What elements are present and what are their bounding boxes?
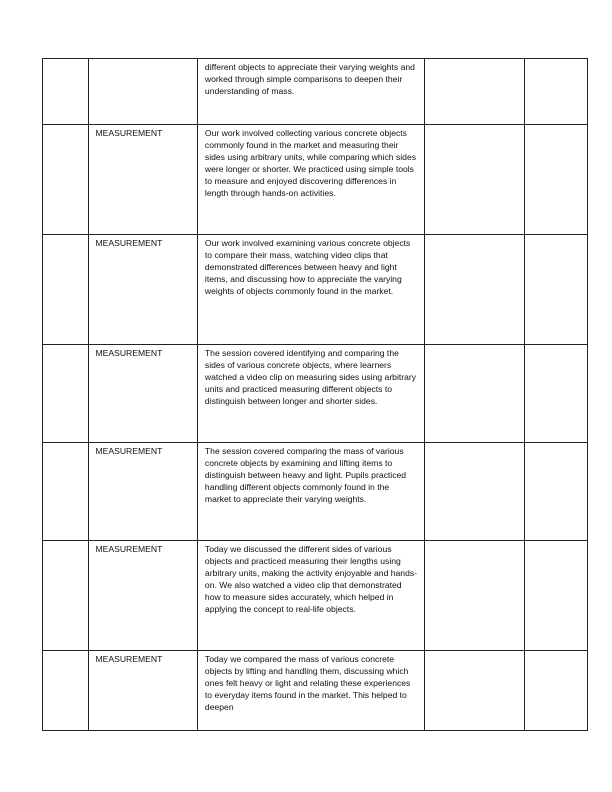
empty-cell-fourth	[425, 59, 525, 125]
empty-cell-fifth	[525, 541, 588, 651]
subject-cell: MEASUREMENT	[88, 235, 197, 345]
empty-cell-fourth	[425, 651, 525, 731]
empty-cell-fourth	[425, 443, 525, 541]
empty-cell-first	[43, 59, 89, 125]
empty-cell-first	[43, 651, 89, 731]
empty-cell-first	[43, 345, 89, 443]
empty-cell-fifth	[525, 443, 588, 541]
lesson-text-cell: different objects to appreciate their varying weights and worked through simple comparisons to deepen their understanding of mass.	[197, 59, 425, 125]
table-row	[43, 59, 588, 125]
subject-cell: MEASUREMENT	[88, 541, 197, 651]
lesson-notes-table	[42, 58, 588, 731]
empty-cell-fifth	[525, 651, 588, 731]
subject-cell: MEASUREMENT	[88, 651, 197, 731]
empty-cell-fifth	[525, 59, 588, 125]
table-row	[43, 235, 588, 345]
table-row	[43, 125, 588, 235]
lesson-text-cell: Today we compared the mass of various concrete objects by lifting and handling them, discussing which ones felt heavy or light and relating these experiences to everyday items found in the market. This helped to deepen	[197, 651, 425, 731]
table-row	[43, 541, 588, 651]
empty-cell-fourth	[425, 541, 525, 651]
empty-cell-fifth	[525, 235, 588, 345]
table-row	[43, 443, 588, 541]
empty-cell-fourth	[425, 235, 525, 345]
table-row	[43, 651, 588, 731]
empty-cell-first	[43, 235, 89, 345]
table-row	[43, 345, 588, 443]
empty-cell-fourth	[425, 345, 525, 443]
subject-cell: MEASUREMENT	[88, 443, 197, 541]
lesson-text-cell: Today we discussed the different sides of various objects and practiced measuring their lengths using arbitrary units, making the activity enjoyable and hands-on. We also watched a video clip that demonstrated how to measure sides accurately, which helped in applying the concept to real-life objects.	[197, 541, 425, 651]
empty-cell-fifth	[525, 125, 588, 235]
empty-cell-fifth	[525, 345, 588, 443]
table-body	[43, 59, 588, 731]
subject-cell	[88, 59, 197, 125]
empty-cell-first	[43, 541, 89, 651]
lesson-text-cell: Our work involved collecting various concrete objects commonly found in the market and measuring their sides using arbitrary units, while comparing which sides were longer or shorter. We practiced using simple tools to measure and enjoyed discovering differences in length through hands-on activities.	[197, 125, 425, 235]
lesson-text-cell: The session covered comparing the mass of various concrete objects by examining and lifting items to distinguish between heavy and light. Pupils practiced handling different objects commonly found in the market to appreciate their varying weights.	[197, 443, 425, 541]
empty-cell-first	[43, 125, 89, 235]
lesson-text-cell: Our work involved examining various concrete objects to compare their mass, watching video clips that demonstrated differences between heavy and light items, and discussing how to appreciate the varying weights of objects commonly found in the market.	[197, 235, 425, 345]
lesson-text-cell: The session covered identifying and comparing the sides of various concrete objects, where learners watched a video clip on measuring sides using arbitrary units and practiced measuring different objects to distinguish between longer and shorter sides.	[197, 345, 425, 443]
subject-cell: MEASUREMENT	[88, 125, 197, 235]
subject-cell: MEASUREMENT	[88, 345, 197, 443]
empty-cell-first	[43, 443, 89, 541]
empty-cell-fourth	[425, 125, 525, 235]
